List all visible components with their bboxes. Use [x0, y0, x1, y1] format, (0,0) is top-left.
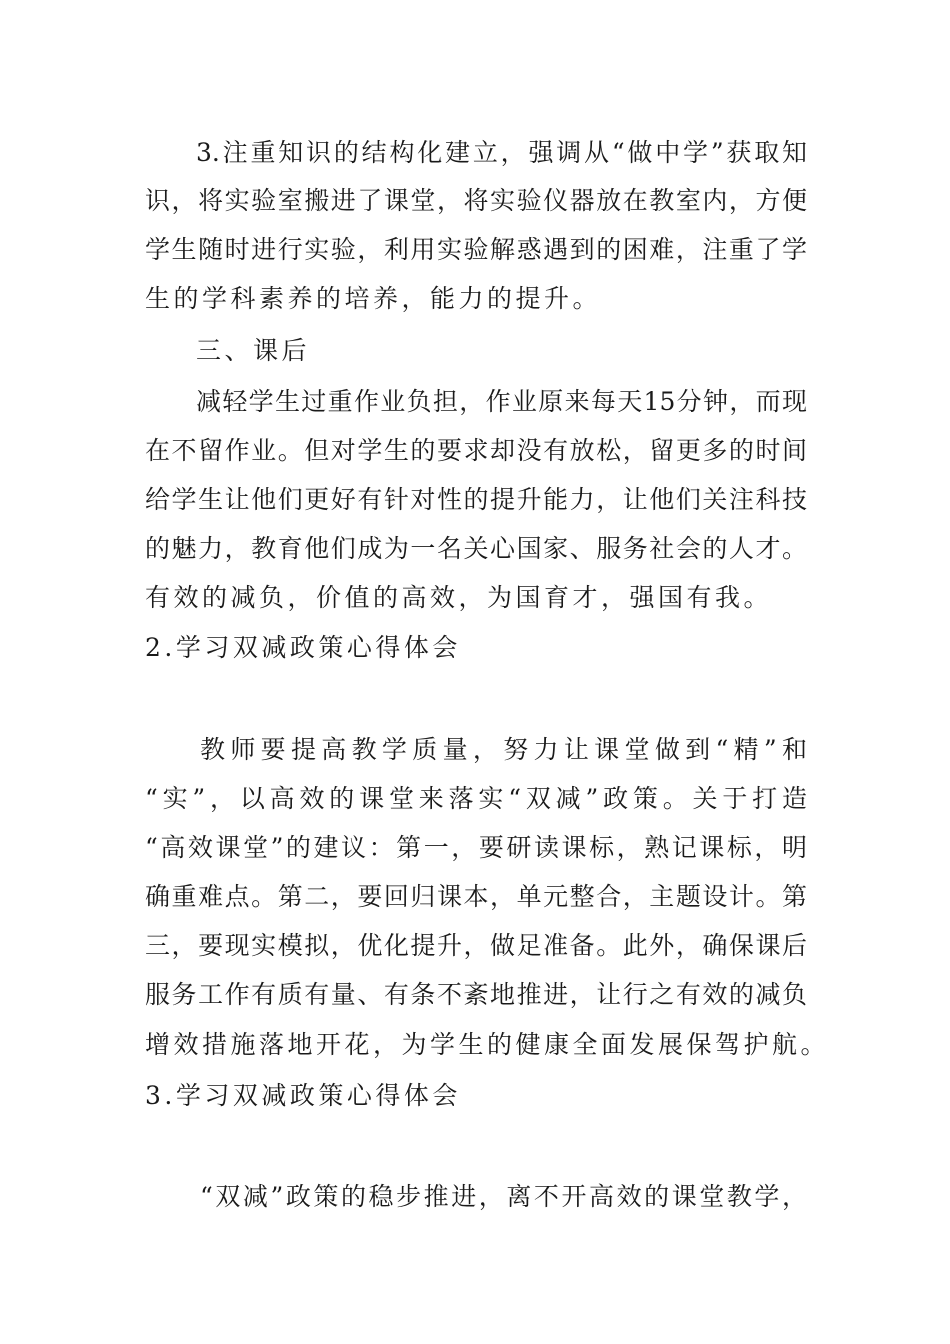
paragraph-line: 给学生让他们更好有针对性的提升能力，让他们关注科技 — [145, 485, 807, 514]
paragraph-line: 学生随时进行实验，利用实验解惑遇到的困难，注重了学 — [145, 235, 807, 264]
paragraph-line: 3.注重知识的结构化建立，强调从“做中学”获取知 — [196, 138, 807, 167]
paragraph-line: 生的学科素养的培养，能力的提升。 — [145, 284, 602, 313]
paragraph-line: “双减”政策的稳步推进，离不开高效的课堂教学， — [200, 1182, 807, 1211]
paragraph-line: 减轻学生过重作业负担，作业原来每天15分钟，而现 — [196, 387, 807, 416]
paragraph-line: 三，要现实模拟，优化提升，做足准备。此外，确保课后 — [145, 931, 807, 960]
paragraph-line: 的魅力，教育他们成为一名关心国家、服务社会的人才。 — [145, 534, 807, 563]
paragraph-line: 增效措施落地开花，为学生的健康全面发展保驾护航。 — [145, 1030, 830, 1059]
paragraph-line: 有效的减负，价值的高效，为国育才，强国有我。 — [145, 583, 773, 612]
paragraph-line: “高效课堂”的建议：第一，要研读课标，熟记课标，明 — [145, 833, 807, 862]
paragraph-line: 教师要提高教学质量，努力让课堂做到“精”和 — [200, 735, 807, 764]
paragraph-line: 服务工作有质有量、有条不紊地推进，让行之有效的减负 — [145, 980, 807, 1009]
paragraph-line: 识，将实验室搬进了课堂，将实验仪器放在教室内，方便 — [145, 186, 807, 215]
article-title: 2.学习双减政策心得体会 — [145, 633, 461, 662]
paragraph-line: 在不留作业。但对学生的要求却没有放松，留更多的时间 — [145, 436, 807, 465]
paragraph-line: 确重难点。第二，要回归课本，单元整合，主题设计。第 — [145, 882, 807, 911]
article-title: 3.学习双减政策心得体会 — [145, 1081, 461, 1110]
paragraph-line: “实”，以高效的课堂来落实“双减”政策。关于打造 — [145, 784, 807, 813]
section-heading: 三、课后 — [196, 336, 311, 365]
